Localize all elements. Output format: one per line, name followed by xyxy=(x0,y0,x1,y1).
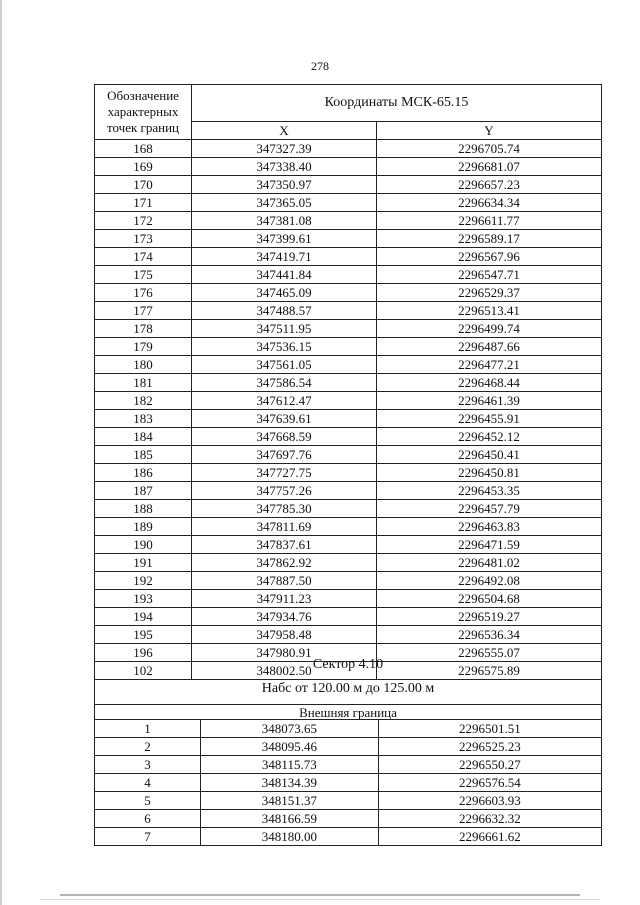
table-row xyxy=(95,738,602,756)
point-cell: 192 xyxy=(95,572,192,590)
y-value-cell: 2296481.02 xyxy=(377,554,602,572)
table-row xyxy=(95,756,602,774)
point-cell: 185 xyxy=(95,446,192,464)
table-header-row xyxy=(95,85,602,122)
x-value-cell: 347887.50 xyxy=(192,572,377,590)
point-cell: 174 xyxy=(95,248,192,266)
y-value-cell: 2296547.71 xyxy=(377,266,602,284)
point-cell: 181 xyxy=(95,374,192,392)
x-value-cell: 347697.76 xyxy=(192,446,377,464)
x-value-cell: 348073.65 xyxy=(200,720,378,738)
table-row xyxy=(95,446,602,464)
x-value-cell: 347381.08 xyxy=(192,212,377,230)
y-value-cell: 2296492.08 xyxy=(377,572,602,590)
y-value-cell: 2296501.51 xyxy=(378,720,601,738)
y-value-cell: 2296576.54 xyxy=(378,774,601,792)
y-value-cell: 2296632.32 xyxy=(378,810,601,828)
y-value-cell: 2296634.34 xyxy=(377,194,602,212)
point-cell: 2 xyxy=(95,738,201,756)
table-row xyxy=(95,338,602,356)
table-row xyxy=(95,302,602,320)
point-cell: 194 xyxy=(95,608,192,626)
point-cell: 3 xyxy=(95,756,201,774)
y-value-cell: 2296455.91 xyxy=(377,410,602,428)
sector-block xyxy=(94,652,602,704)
point-cell: 177 xyxy=(95,302,192,320)
table-row xyxy=(95,374,602,392)
x-value-cell: 347785.30 xyxy=(192,500,377,518)
y-value-cell: 2296452.12 xyxy=(377,428,602,446)
point-cell: 186 xyxy=(95,464,192,482)
point-cell: 173 xyxy=(95,230,192,248)
table-row xyxy=(95,212,602,230)
point-cell: 6 xyxy=(95,810,201,828)
table-row xyxy=(95,284,602,302)
x-value-cell: 347561.05 xyxy=(192,356,377,374)
table-row xyxy=(95,392,602,410)
table-row xyxy=(95,482,602,500)
point-cell: 1 xyxy=(95,720,201,738)
y-value-cell: 2296461.39 xyxy=(377,392,602,410)
y-value-cell: 2296681.07 xyxy=(377,158,602,176)
header-y: Y xyxy=(377,122,602,140)
point-cell: 170 xyxy=(95,176,192,194)
x-value-cell: 348166.59 xyxy=(200,810,378,828)
table-row xyxy=(95,590,602,608)
point-cell: 179 xyxy=(95,338,192,356)
table-row xyxy=(95,194,602,212)
point-cell: 7 xyxy=(95,828,201,846)
table-row xyxy=(95,356,602,374)
point-cell: 195 xyxy=(95,626,192,644)
x-value-cell: 347399.61 xyxy=(192,230,377,248)
y-value-cell: 2296453.35 xyxy=(377,482,602,500)
table-row xyxy=(95,608,602,626)
table-row xyxy=(95,792,602,810)
x-value-cell: 348151.37 xyxy=(200,792,378,810)
x-value-cell: 347365.05 xyxy=(192,194,377,212)
table-row xyxy=(95,810,602,828)
point-cell: 193 xyxy=(95,590,192,608)
point-cell: 169 xyxy=(95,158,192,176)
x-value-cell: 347911.23 xyxy=(192,590,377,608)
x-value-cell: 347757.26 xyxy=(192,482,377,500)
table-row xyxy=(95,626,602,644)
y-value-cell: 2296657.23 xyxy=(377,176,602,194)
y-value-cell: 2296457.79 xyxy=(377,500,602,518)
y-value-cell: 2296499.74 xyxy=(377,320,602,338)
y-value-cell: 2296513.41 xyxy=(377,302,602,320)
header-x: X xyxy=(192,122,377,140)
x-value-cell: 347511.95 xyxy=(192,320,377,338)
point-cell: 190 xyxy=(95,536,192,554)
y-value-cell: 2296550.27 xyxy=(378,756,601,774)
x-value-cell: 347488.57 xyxy=(192,302,377,320)
sector-title: Сектор 4.10 xyxy=(312,657,384,672)
table-row xyxy=(95,320,602,338)
table-row xyxy=(95,500,602,518)
point-cell: 180 xyxy=(95,356,192,374)
y-value-cell: 2296468.44 xyxy=(377,374,602,392)
table-row xyxy=(95,774,602,792)
y-value-cell: 2296450.81 xyxy=(377,464,602,482)
x-value-cell: 347465.09 xyxy=(192,284,377,302)
point-cell: 5 xyxy=(95,792,201,810)
x-value-cell: 347350.97 xyxy=(192,176,377,194)
table-row xyxy=(95,140,602,158)
header-coordinates: Координаты МСК-65.15 xyxy=(192,85,602,122)
y-value-cell: 2296525.23 xyxy=(378,738,601,756)
y-value-cell: 2296471.59 xyxy=(377,536,602,554)
x-value-cell: 347612.47 xyxy=(192,392,377,410)
scan-edge xyxy=(0,0,2,905)
table-row xyxy=(95,464,602,482)
point-cell: 4 xyxy=(95,774,201,792)
y-value-cell: 2296529.37 xyxy=(377,284,602,302)
table-row xyxy=(95,176,602,194)
y-value-cell: 2296705.74 xyxy=(377,140,602,158)
y-value-cell: 2296504.68 xyxy=(377,590,602,608)
y-value-cell: 2296603.93 xyxy=(378,792,601,810)
coordinates-table xyxy=(94,84,602,680)
x-value-cell: 347727.75 xyxy=(192,464,377,482)
y-value-cell: 2296661.62 xyxy=(378,828,601,846)
y-value-cell: 2296477.21 xyxy=(377,356,602,374)
table-row xyxy=(95,554,602,572)
y-value-cell: 2296519.27 xyxy=(377,608,602,626)
point-cell: 175 xyxy=(95,266,192,284)
x-value-cell: 348180.00 xyxy=(200,828,378,846)
x-value-cell: 347536.15 xyxy=(192,338,377,356)
x-value-cell: 347958.48 xyxy=(192,626,377,644)
boundary-header: Внешняя граница xyxy=(95,705,602,720)
table-row xyxy=(95,536,602,554)
x-value-cell: 347586.54 xyxy=(192,374,377,392)
boundary-header-row xyxy=(95,705,602,720)
page-number: 278 xyxy=(311,59,329,73)
point-cell: 176 xyxy=(95,284,192,302)
point-cell: 182 xyxy=(95,392,192,410)
table-row xyxy=(95,720,602,738)
table-row xyxy=(95,158,602,176)
point-cell: 102 xyxy=(95,662,192,680)
x-value-cell: 347639.61 xyxy=(192,410,377,428)
table-row xyxy=(95,428,602,446)
x-value-cell: 347980.91 xyxy=(192,644,377,662)
y-value-cell: 2296536.34 xyxy=(377,626,602,644)
x-value-cell: 347934.76 xyxy=(192,608,377,626)
point-cell: 183 xyxy=(95,410,192,428)
table-row xyxy=(95,230,602,248)
header-point-label: Обозначение характерных точек границ xyxy=(95,85,192,140)
x-value-cell: 347338.40 xyxy=(192,158,377,176)
x-value-cell: 348095.46 xyxy=(200,738,378,756)
point-cell: 171 xyxy=(95,194,192,212)
y-value-cell: 2296611.77 xyxy=(377,212,602,230)
x-value-cell: 347862.92 xyxy=(192,554,377,572)
y-value-cell: 2296589.17 xyxy=(377,230,602,248)
point-cell: 178 xyxy=(95,320,192,338)
table-row xyxy=(95,518,602,536)
point-cell: 187 xyxy=(95,482,192,500)
x-value-cell: 348002.50 xyxy=(192,662,377,680)
x-value-cell: 347837.61 xyxy=(192,536,377,554)
point-cell: 188 xyxy=(95,500,192,518)
point-cell: 196 xyxy=(95,644,192,662)
x-value-cell: 347327.39 xyxy=(192,140,377,158)
table-row xyxy=(95,410,602,428)
y-value-cell: 2296575.89 xyxy=(377,662,602,680)
point-cell: 172 xyxy=(95,212,192,230)
x-value-cell: 348134.39 xyxy=(200,774,378,792)
table-row xyxy=(95,266,602,284)
point-cell: 184 xyxy=(95,428,192,446)
x-value-cell: 347668.59 xyxy=(192,428,377,446)
point-cell: 191 xyxy=(95,554,192,572)
y-value-cell: 2296463.83 xyxy=(377,518,602,536)
sector-altitude: Набс от 120.00 м до 125.00 м xyxy=(261,681,435,696)
point-cell: 168 xyxy=(95,140,192,158)
table-row xyxy=(95,248,602,266)
y-value-cell: 2296567.96 xyxy=(377,248,602,266)
outer-boundary-table xyxy=(94,704,602,846)
table-row xyxy=(95,828,602,846)
scan-artifact-line xyxy=(60,894,580,896)
x-value-cell: 347811.69 xyxy=(192,518,377,536)
point-cell: 189 xyxy=(95,518,192,536)
x-value-cell: 348115.73 xyxy=(200,756,378,774)
scan-artifact-line xyxy=(40,899,600,900)
x-value-cell: 347441.84 xyxy=(192,266,377,284)
y-value-cell: 2296450.41 xyxy=(377,446,602,464)
table-row xyxy=(95,572,602,590)
x-value-cell: 347419.71 xyxy=(192,248,377,266)
y-value-cell: 2296487.66 xyxy=(377,338,602,356)
y-value-cell: 2296555.07 xyxy=(377,644,602,662)
